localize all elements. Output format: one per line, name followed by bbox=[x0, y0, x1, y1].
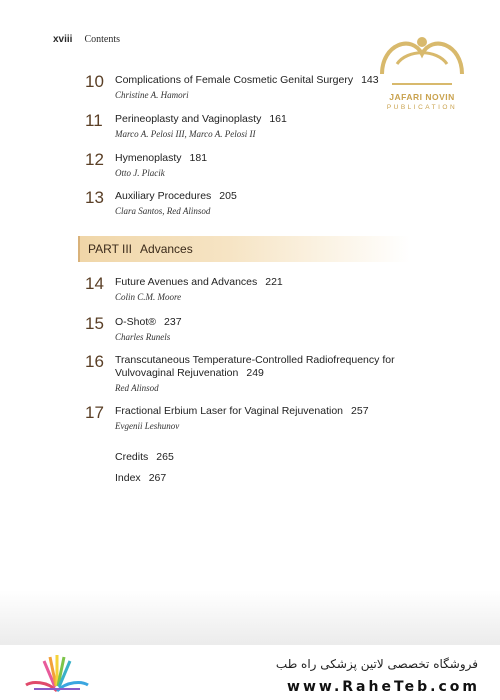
toc-entry-index[interactable]: Index 267 bbox=[115, 472, 167, 484]
store-name: فروشگاه تخصصی لاتین پزشکی راه طب bbox=[275, 657, 478, 671]
publisher-name: JAFARI NOVIN bbox=[389, 92, 455, 102]
chapter-author: Colin C.M. Moore bbox=[115, 292, 182, 302]
chapter-number: 14 bbox=[85, 274, 104, 293]
toc-entry-11[interactable] bbox=[85, 113, 287, 139]
chapter-author: Evgenii Leshunov bbox=[115, 421, 180, 431]
chapter-number: 16 bbox=[85, 352, 104, 371]
chapter-number: 10 bbox=[85, 72, 104, 91]
chapter-author: Christine A. Hamori bbox=[115, 90, 189, 100]
running-head bbox=[53, 34, 120, 45]
toc-entry-credits[interactable]: Credits 265 bbox=[115, 451, 174, 463]
publisher-subtitle: PUBLICATION bbox=[386, 104, 458, 111]
part-number: PART III bbox=[88, 242, 133, 256]
toc-entry-17[interactable] bbox=[85, 405, 369, 431]
chapter-number: 13 bbox=[85, 188, 104, 207]
chapter-author: Red Alinsod bbox=[115, 383, 159, 393]
part-title: Advances bbox=[140, 242, 193, 256]
chapter-title: O-Shot® 237 bbox=[115, 316, 182, 328]
toc-entry-14[interactable] bbox=[85, 276, 283, 302]
chapter-number: 15 bbox=[85, 314, 104, 333]
toc-entry-13[interactable] bbox=[85, 190, 237, 216]
chapter-title: Transcutaneous Temperature-Controlled Radiofrequency for Vulvovaginal Rejuvenation 249 bbox=[115, 354, 395, 379]
toc-entry-12[interactable] bbox=[85, 152, 207, 178]
chapter-number: 17 bbox=[85, 403, 104, 422]
store-url[interactable]: www.RaheTeb.com bbox=[287, 679, 480, 695]
chapter-title: Future Avenues and Advances 221 bbox=[115, 276, 283, 288]
toc-entry-15[interactable] bbox=[85, 316, 182, 342]
store-footer bbox=[0, 645, 500, 700]
section-label: Contents bbox=[84, 34, 121, 45]
chapter-title: Auxiliary Procedures 205 bbox=[115, 190, 237, 202]
chapter-number: 12 bbox=[85, 150, 104, 169]
toc-entry-10[interactable] bbox=[85, 74, 379, 100]
chapter-title: Hymenoplasty 181 bbox=[115, 152, 208, 164]
toc-entry-16[interactable] bbox=[85, 354, 395, 393]
chapter-number: 11 bbox=[85, 111, 103, 130]
chapter-title: Fractional Erbium Laser for Vaginal Rejuvenation 257 bbox=[115, 405, 369, 417]
chapter-author: Otto J. Placik bbox=[115, 168, 165, 178]
chapter-author: Charles Runels bbox=[115, 332, 171, 342]
chapter-title: Complications of Female Cosmetic Genital Surgery 143 bbox=[115, 74, 379, 86]
chapter-author: Marco A. Pelosi III, Marco A. Pelosi II bbox=[115, 129, 256, 139]
chapter-author: Clara Santos, Red Alinsod bbox=[115, 206, 211, 216]
chapter-title: Perineoplasty and Vaginoplasty 161 bbox=[115, 113, 287, 125]
page-bottom-shadow bbox=[0, 590, 500, 652]
part-heading bbox=[78, 236, 410, 262]
page-number: xviii bbox=[53, 34, 73, 45]
open-book-icon bbox=[22, 651, 92, 695]
